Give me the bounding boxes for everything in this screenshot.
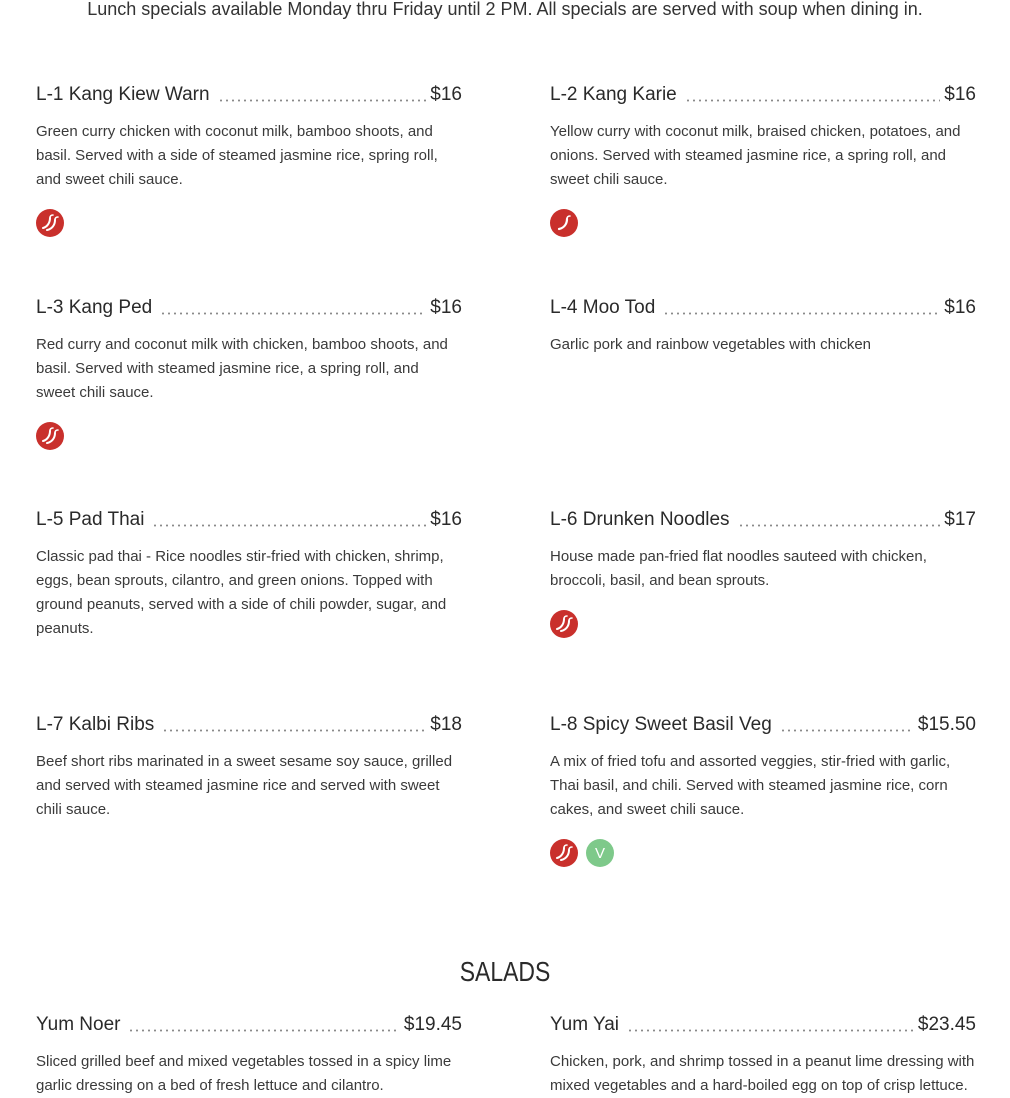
menu-item-name: L-4 Moo Tod [550,297,656,318]
menu-item-header [550,83,976,107]
menu-item-header [550,296,976,320]
chili-pepper-icon [550,610,578,638]
menu-item-description: A mix of fried tofu and assorted veggies, stir-fried with garlic, Thai basil, and chili. Served with steamed jasmine rice, corn cakes, and sweet chili sauce. [550,753,951,818]
menu-item-price: $23.45 [917,1014,976,1035]
dot-leader [162,720,426,732]
dot-leader [160,303,426,315]
menu-item-description: House made pan-fried flat noodles sauteed with chicken, broccoli, basil, and bean sprouts. [550,548,927,589]
dot-leader [627,1020,914,1032]
menu-item-price: $19.45 [403,1014,462,1035]
chili-pepper-icon [36,209,64,237]
menu-item-header [36,296,462,320]
vegetarian-icon: V [586,839,614,867]
menu-item-name: L-6 Drunken Noodles [550,509,730,530]
menu-item-name: L-1 Kang Kiew Warn [36,84,210,105]
menu-item-header [36,1013,462,1037]
menu-item-badges [550,610,976,638]
menu-item-name: L-5 Pad Thai [36,509,145,530]
menu-item-price: $16 [430,84,462,105]
dot-leader [218,90,427,102]
menu-item-name: Yum Noer [36,1014,121,1035]
menu-item-name: L-8 Spicy Sweet Basil Veg [550,714,772,735]
menu-item-description: Green curry chicken with coconut milk, bamboo shoots, and basil. Served with a side of steamed jasmine rice, spring roll, and sweet chili sauce. [36,123,438,188]
menu-item-name: L-3 Kang Ped [36,297,153,318]
menu-item-header [36,713,462,737]
dot-leader [128,1020,399,1032]
menu-item-price: $16 [430,297,462,318]
chili-pepper-icon [550,839,578,867]
section-title-salads: SALADS [459,956,551,987]
menu-item-header [550,508,976,532]
menu-item-price: $16 [944,297,976,318]
menu-item-price: $15.50 [917,714,976,735]
menu-item-price: $16 [944,84,976,105]
menu-item [550,1013,976,1098]
menu-item-description: Chicken, pork, and shrimp tossed in a peanut lime dressing with mixed vegetables and a hard-boiled egg on top of crisp lettuce. [550,1053,975,1094]
menu-item-header [550,1013,976,1037]
menu-item-badges [550,839,976,867]
menu-item-price: $17 [944,509,976,530]
menu-item-header [550,713,976,737]
menu-item-description: Yellow curry with coconut milk, braised chicken, potatoes, and onions. Served with steamed jasmine rice, a spring roll, and sweet chili sauce. [550,123,961,188]
lunch-intro-text: Lunch specials available Monday thru Friday until 2 PM. All specials are served with soup when dining in. [87,0,923,19]
menu-item-price: $18 [430,714,462,735]
menu-item-price: $16 [430,509,462,530]
menu-item-badges [36,209,462,237]
menu-item-description: Beef short ribs marinated in a sweet sesame soy sauce, grilled and served with steamed jasmine rice and served with sweet chili sauce. [36,753,453,818]
menu-item [36,296,462,450]
chili-pepper-icon [36,422,64,450]
menu-item-name: Yum Yai [550,1014,620,1035]
menu-item-description: Red curry and coconut milk with chicken, bamboo shoots, and basil. Served with steamed jasmine rice, a spring roll, and sweet chili sauce. [36,336,448,401]
dot-leader [738,515,941,527]
menu-item-description: Garlic pork and rainbow vegetables with chicken [550,336,871,353]
menu-item [550,713,976,867]
single-chili-icon [550,209,578,237]
dot-leader [685,90,941,102]
menu-item [550,296,976,357]
menu-item [36,713,462,822]
dot-leader [663,303,940,315]
menu-item-badges [36,422,462,450]
menu-item-name: L-2 Kang Karie [550,84,677,105]
menu-item-description: Classic pad thai - Rice noodles stir-fried with chicken, shrimp, eggs, bean sprouts, cilantro, and green onions. Topped with ground peanuts, served with a side of chili powder, sugar, and peanuts. [36,548,447,637]
menu-item-badges [550,209,976,237]
menu-item-description: Sliced grilled beef and mixed vegetables tossed in a spicy lime garlic dressing on a bed of fresh lettuce and cilantro. [36,1053,452,1094]
menu-item [550,508,976,638]
menu-item [36,508,462,641]
menu-item [36,1013,462,1098]
menu-item [36,83,462,237]
menu-item-header [36,508,462,532]
dot-leader [152,515,426,527]
menu-item-name: L-7 Kalbi Ribs [36,714,155,735]
menu-item [550,83,976,237]
dot-leader [780,720,914,732]
menu-item-header [36,83,462,107]
